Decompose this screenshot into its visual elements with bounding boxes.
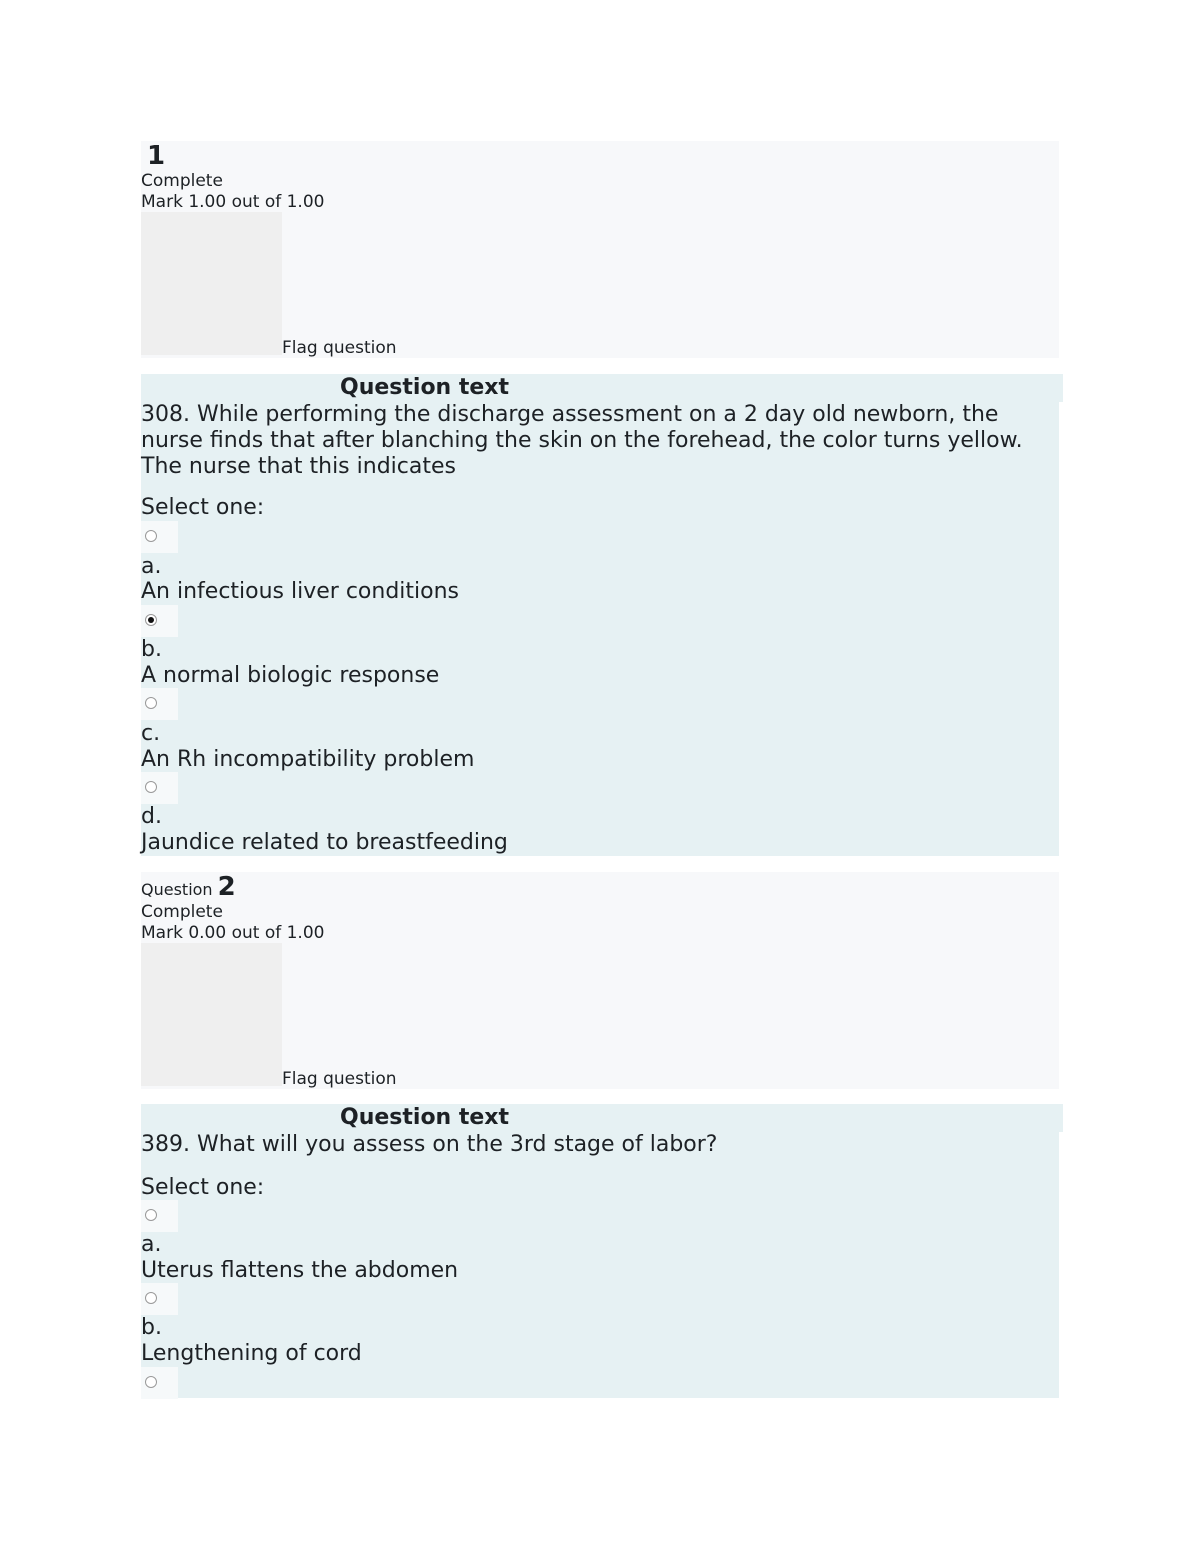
radio-icon[interactable] (145, 781, 157, 793)
answer-c-radio[interactable] (141, 688, 178, 720)
question-text: 308. While performing the discharge assessment on a 2 day old newborn, the nurse finds that after blanching the skin on the forehead, the color turns yellow. The nurse that this indicates (141, 402, 1023, 479)
answer-a-radio[interactable] (141, 521, 178, 553)
answer-d-text[interactable]: Jaundice related to breastfeeding (141, 830, 508, 855)
question-text: 389. What will you assess on the 3rd stage of labor? (141, 1132, 718, 1157)
answer-b-text[interactable]: Lengthening of cord (141, 1341, 362, 1366)
select-one-prompt: Select one: (141, 495, 265, 520)
question-number-line (141, 872, 236, 902)
answer-b-letter: b. (141, 637, 162, 662)
answer-b-letter: b. (141, 1315, 162, 1340)
question-content-2 (141, 1104, 1059, 1398)
question-info-1 (141, 141, 1059, 358)
radio-icon[interactable] (145, 1209, 157, 1221)
question-label: Question (141, 880, 213, 899)
answer-a-text[interactable]: An infectious liver conditions (141, 579, 460, 604)
answer-a-letter: a. (141, 1232, 162, 1257)
question-grade: Mark 1.00 out of 1.00 (141, 192, 325, 212)
radio-icon[interactable] (145, 1376, 157, 1388)
flag-icon[interactable] (141, 212, 282, 355)
answer-c-letter: c. (141, 721, 161, 746)
question-state: Complete (141, 171, 223, 191)
question-info-2 (141, 872, 1059, 1089)
flag-icon[interactable] (141, 943, 282, 1086)
question-grade: Mark 0.00 out of 1.00 (141, 923, 325, 943)
radio-selected-icon[interactable] (145, 614, 157, 626)
flag-question-link[interactable]: Flag question (282, 338, 397, 358)
question-number: 2 (217, 872, 236, 902)
answer-b-radio[interactable] (141, 1283, 178, 1315)
answer-a-letter: a. (141, 554, 162, 579)
select-one-prompt: Select one: (141, 1175, 265, 1200)
answer-d-radio[interactable] (141, 772, 178, 804)
question-text-heading: Question text (340, 374, 1063, 402)
answer-c-radio[interactable] (141, 1367, 178, 1399)
question-number: 1 (147, 141, 166, 171)
answer-a-text[interactable]: Uterus flattens the abdomen (141, 1258, 459, 1283)
flag-question-link[interactable]: Flag question (282, 1069, 397, 1089)
answer-c-text[interactable]: An Rh incompatibility problem (141, 747, 475, 772)
question-content-1 (141, 374, 1059, 856)
answer-a-radio[interactable] (141, 1200, 178, 1232)
radio-icon[interactable] (145, 697, 157, 709)
question-state: Complete (141, 902, 223, 922)
question-text-heading: Question text (340, 1104, 1063, 1132)
radio-icon[interactable] (145, 530, 157, 542)
answer-b-radio[interactable] (141, 605, 178, 637)
answer-d-letter: d. (141, 804, 162, 829)
question-number-line (141, 141, 165, 171)
radio-icon[interactable] (145, 1292, 157, 1304)
answer-b-text[interactable]: A normal biologic response (141, 663, 440, 688)
